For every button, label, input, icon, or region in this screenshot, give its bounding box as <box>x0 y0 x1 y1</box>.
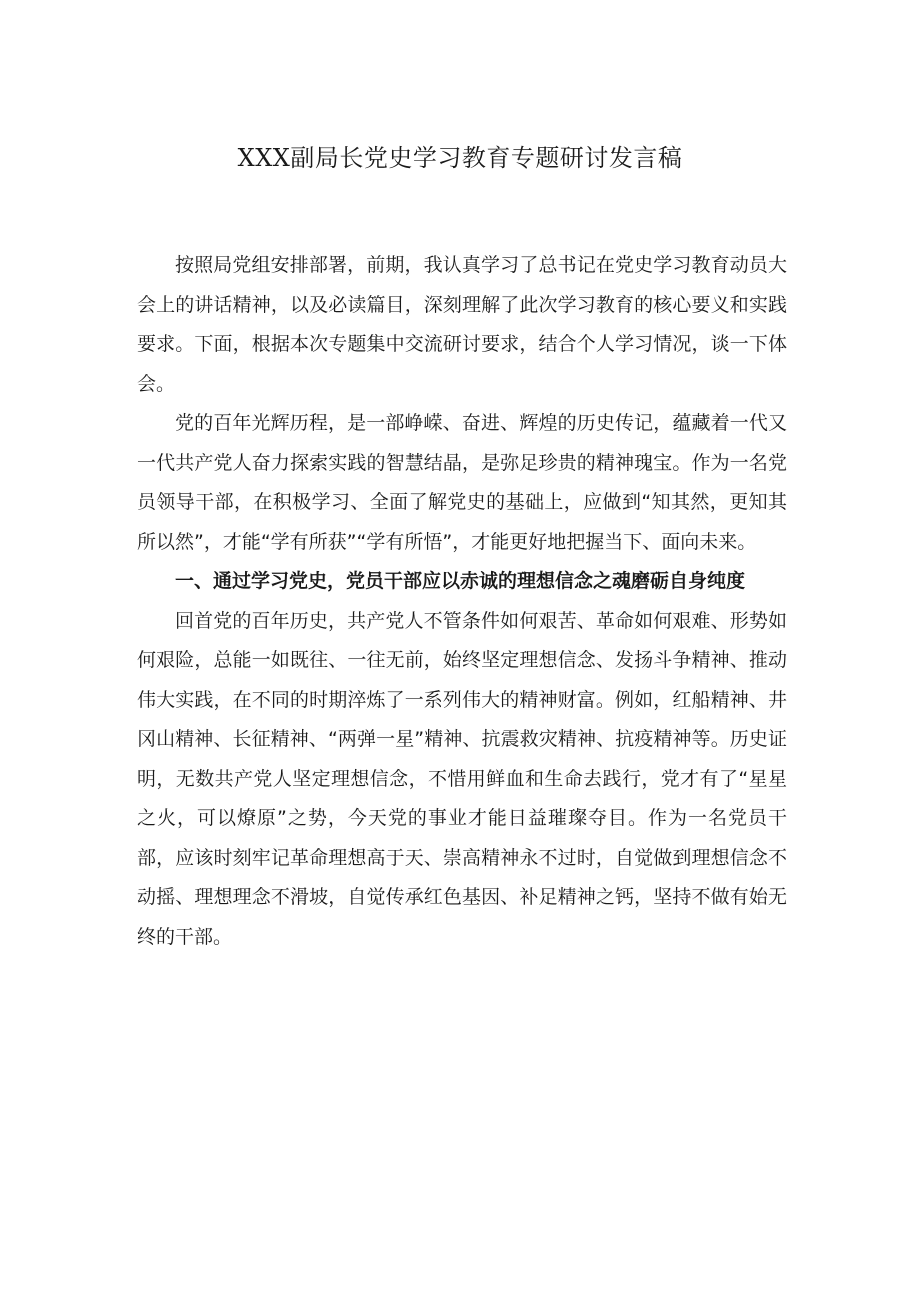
history-paragraph: 党的百年光辉历程，是一部峥嵘、奋进、辉煌的历史传记，蕴藏着一代又一代共产党人奋力探索实践的智慧结晶，是弥足珍贵的精神瑰宝。作为一名党员领导干部，在积极学习、全面了解党史的基础上，应做到“知其然，更知其所以然”，才能“学有所获”“学有所悟”，才能更好地把握当下、面向未来。 <box>137 412 787 553</box>
intro-paragraph: 按照局党组安排部署，前期，我认真学习了总书记在党史学习教育动员大会上的讲话精神，以及必读篇目，深刻理解了此次学习教育的核心要义和实践要求。下面，根据本次专题集中交流研讨要求，结合个人学习情况，谈一下体会。 <box>137 254 787 395</box>
document-body <box>137 246 787 957</box>
document-title: XXX副局长党史学习教育专题研讨发言稿 <box>237 144 683 172</box>
section-paragraph: 回首党的百年历史，共产党人不管条件如何艰苦、革命如何艰难、形势如何艰险，总能一如既往、一往无前，始终坚定理想信念、发扬斗争精神、推动伟大实践，在不同的时期淬炼了一系列伟大的精神财富。例如，红船精神、井冈山精神、长征精神、“两弹一星”精神、抗震救灾精神、抗疫精神等。历史证明，无数共产党人坚定理想信念，不惜用鲜血和生命去践行，党才有了“星星之火，可以燎原”之势，今天党的事业才能日益璀璨夺目。作为一名党员干部，应该时刻牢记革命理想高于天、崇高精神永不过时，自觉做到理想信念不动摇、理想理念不滑坡，自觉传承红色基因、补足精神之钙，坚持不做有始无终的干部。 <box>137 609 787 948</box>
section-heading: 一、通过学习党史，党员干部应以赤诚的理想信念之魂磨砺自身纯度 <box>175 570 746 592</box>
